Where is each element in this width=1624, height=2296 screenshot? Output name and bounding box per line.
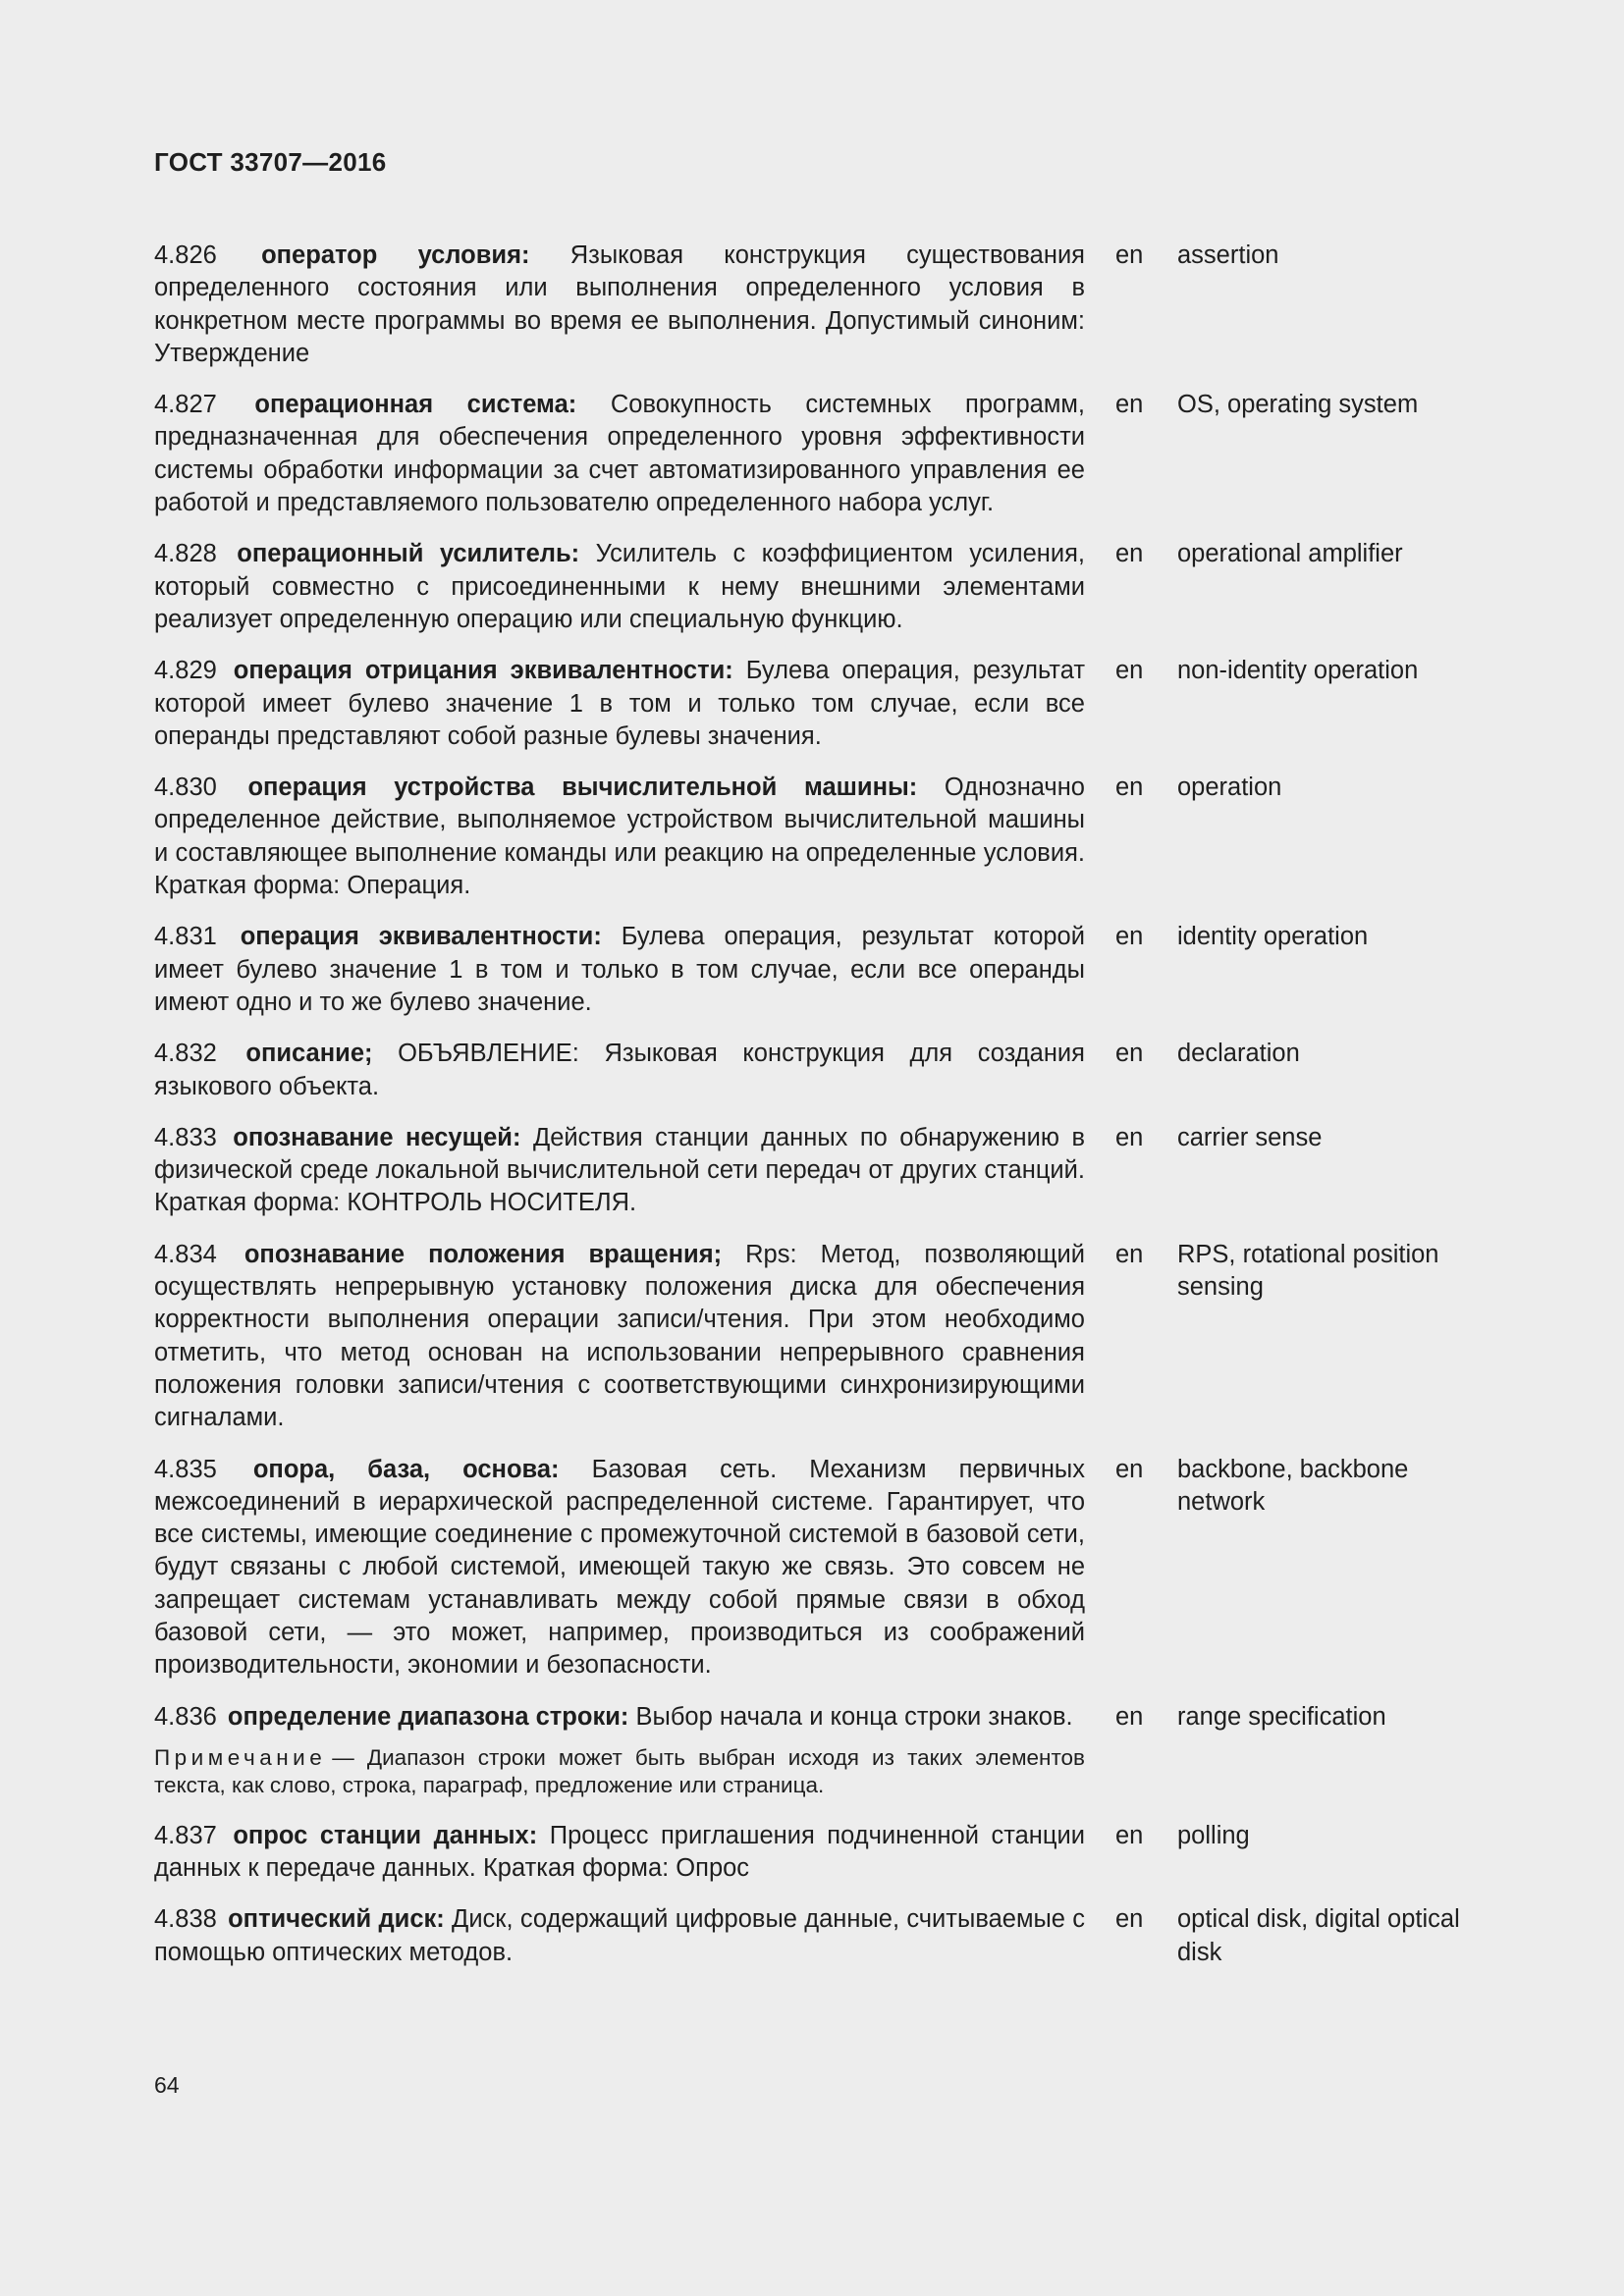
english-equivalent: carrier sense xyxy=(1177,1123,1323,1151)
language-code: en xyxy=(1115,657,1144,685)
language-code: en xyxy=(1115,1905,1144,1934)
english-equivalent: range specification xyxy=(1177,1702,1386,1731)
language-code: en xyxy=(1115,1702,1144,1731)
term-definition-block xyxy=(154,1701,1085,1734)
term-definition: ОБЪЯВЛЕНИЕ: Языковая конструкция для создания языкового объекта. xyxy=(154,1040,1085,1100)
term-entry xyxy=(154,1903,1470,1969)
term-definition-block xyxy=(154,1820,1085,1886)
english-equivalent: non-identity operation xyxy=(1177,657,1419,685)
term-number: 4.831 xyxy=(154,923,217,951)
language-code: en xyxy=(1115,1240,1144,1268)
term-number: 4.828 xyxy=(154,540,217,568)
term-entry xyxy=(154,772,1470,902)
term-name: определение диапазона строки: xyxy=(227,1702,629,1731)
term-number: 4.832 xyxy=(154,1040,217,1068)
term-name: операция устройства вычислительной машины: xyxy=(247,774,918,802)
term-definition: Булева операция, результат которой имеет булево значение 1 в том и только том случае, если все операнды представляют собой разные булевы значения. xyxy=(154,657,1085,750)
term-number: 4.833 xyxy=(154,1123,217,1151)
language-code: en xyxy=(1115,1821,1144,1849)
english-equivalent: operation xyxy=(1177,774,1282,802)
term-name: описание; xyxy=(245,1040,373,1068)
english-equivalent: optical disk, digital optical disk xyxy=(1177,1905,1460,1966)
term-entry xyxy=(154,655,1470,753)
term-number: 4.838 xyxy=(154,1905,217,1934)
terms-list xyxy=(154,240,1470,1988)
language-code: en xyxy=(1115,1040,1144,1068)
english-equivalent: RPS, rotational position sensing xyxy=(1177,1240,1439,1302)
term-definition: Действия станции данных по обнаружению в физической среде локальной вычислительной сети передач от других станций. Краткая форма: КОНТРОЛЬ НОСИТЕЛЯ. xyxy=(154,1123,1085,1217)
term-definition: Усилитель с коэффициентом усиления, который совместно с присоединенными к нему внешними элементами реализует определенную операцию или специальную функцию. xyxy=(154,540,1085,633)
note-label: Примечание xyxy=(154,1744,327,1770)
english-equivalent: identity operation xyxy=(1177,923,1369,951)
term-name: операция отрицания эквивалентности: xyxy=(233,657,733,685)
term-definition: Булева операция, результат которой имеет булево значение 1 в том и только в том случае, если все операнды имеют одно и то же булево значение. xyxy=(154,923,1085,1016)
term-number: 4.827 xyxy=(154,391,217,419)
english-equivalent: polling xyxy=(1177,1821,1250,1849)
term-name: операционный усилитель: xyxy=(237,540,580,568)
english-equivalent: operational amplifier xyxy=(1177,540,1403,568)
term-number: 4.837 xyxy=(154,1821,217,1849)
english-equivalent: backbone, backbone network xyxy=(1177,1455,1409,1516)
term-name: опознавание несущей: xyxy=(233,1123,521,1151)
term-entry xyxy=(154,921,1470,1019)
term-definition-block xyxy=(154,1239,1085,1435)
language-code: en xyxy=(1115,1455,1144,1483)
note-text: — Диапазон строки может быть выбран исходя из таких элементов текста, как слово, строка, параграф, предложение или страница. xyxy=(154,1744,1085,1798)
term-number: 4.829 xyxy=(154,657,217,685)
term-entry xyxy=(154,1820,1470,1886)
language-code: en xyxy=(1115,1123,1144,1151)
term-definition: Однозначно определенное действие, выполняемое устройством вычислительной машины и составляющее выполнение команды или реакцию на определенные условия. Краткая форма: Операция. xyxy=(154,774,1085,900)
page-header: ГОСТ 33707—2016 xyxy=(154,147,387,177)
term-name: операционная система: xyxy=(254,391,577,419)
english-equivalent: OS, operating system xyxy=(1177,391,1419,419)
term-name: опрос станции данных: xyxy=(233,1821,538,1849)
term-name: опора, база, основа: xyxy=(252,1455,560,1483)
term-definition: Выбор начала и конца строки знаков. xyxy=(635,1702,1073,1731)
term-definition-block xyxy=(154,921,1085,1019)
term-entry xyxy=(154,240,1470,370)
page-number: 64 xyxy=(154,2072,180,2098)
term-definition-block xyxy=(154,1454,1085,1682)
term-number: 4.835 xyxy=(154,1455,217,1483)
language-code: en xyxy=(1115,540,1144,568)
term-definition: Rps: Метод, позволяющий осуществлять непрерывную установку положения диска для обеспечения корректности выполнения операции записи/чтения. При этом необходимо отметить, что метод основан на использовании непрерывного сравнения положения головки записи/чтения с соответствующими синхронизирующими сигналами. xyxy=(154,1240,1085,1432)
term-definition: Базовая сеть. Механизм первичных межсоединений в иерархической распределенной системе. Гарантирует, что все системы, имеющие соединение с промежуточной системой в базовой сети, будут связаны с любой системой, имеющей такую же связь. Это совсем не запрещает системам устанавливать между собой прямые связи в обход базовой сети, — это может, например, производиться из соображений производительности, экономии и безопасности. xyxy=(154,1455,1085,1680)
term-definition: Диск, содержащий цифровые данные, считываемые с помощью оптических методов. xyxy=(154,1905,1085,1966)
term-definition-block xyxy=(154,655,1085,753)
term-definition-block xyxy=(154,1122,1085,1220)
term-number: 4.826 xyxy=(154,241,217,269)
language-code: en xyxy=(1115,774,1144,802)
term-number: 4.834 xyxy=(154,1240,217,1268)
language-code: en xyxy=(1115,391,1144,419)
term-definition-block xyxy=(154,389,1085,519)
term-name: оператор условия: xyxy=(261,241,530,269)
term-name: опознавание положения вращения; xyxy=(244,1240,723,1268)
term-definition-block xyxy=(154,1038,1085,1103)
term-number: 4.836 xyxy=(154,1702,217,1731)
term-entry xyxy=(154,1122,1470,1220)
english-equivalent: assertion xyxy=(1177,241,1279,269)
term-entry xyxy=(154,389,1470,519)
term-definition-block xyxy=(154,1903,1085,1969)
term-definition-block xyxy=(154,240,1085,370)
term-number: 4.830 xyxy=(154,774,217,802)
term-name: операция эквивалентности: xyxy=(240,923,602,951)
term-definition: Языковая конструкция существования определенного состояния или выполнения определенного условия в конкретном месте программы во время ее выполнения. Допустимый синоним: Утверждение xyxy=(154,241,1085,367)
language-code: en xyxy=(1115,241,1144,269)
term-definition-block xyxy=(154,772,1085,902)
english-equivalent: declaration xyxy=(1177,1040,1300,1068)
language-code: en xyxy=(1115,923,1144,951)
term-entry xyxy=(154,1454,1470,1682)
note xyxy=(154,1744,1085,1800)
term-entry xyxy=(154,538,1470,636)
term-entry xyxy=(154,1701,1470,1734)
term-definition: Процесс приглашения подчиненной станции данных к передаче данных. Краткая форма: Опрос xyxy=(154,1821,1085,1883)
term-entry xyxy=(154,1239,1470,1435)
term-name: оптический диск: xyxy=(228,1905,445,1934)
term-definition: Совокупность системных программ, предназначенная для обеспечения определенного уровня эффективности системы обработки информации за счет автоматизированного управления ее работой и представляемого пользователю определенного набора услуг. xyxy=(154,391,1086,517)
term-definition-block xyxy=(154,538,1085,636)
term-entry xyxy=(154,1038,1470,1103)
